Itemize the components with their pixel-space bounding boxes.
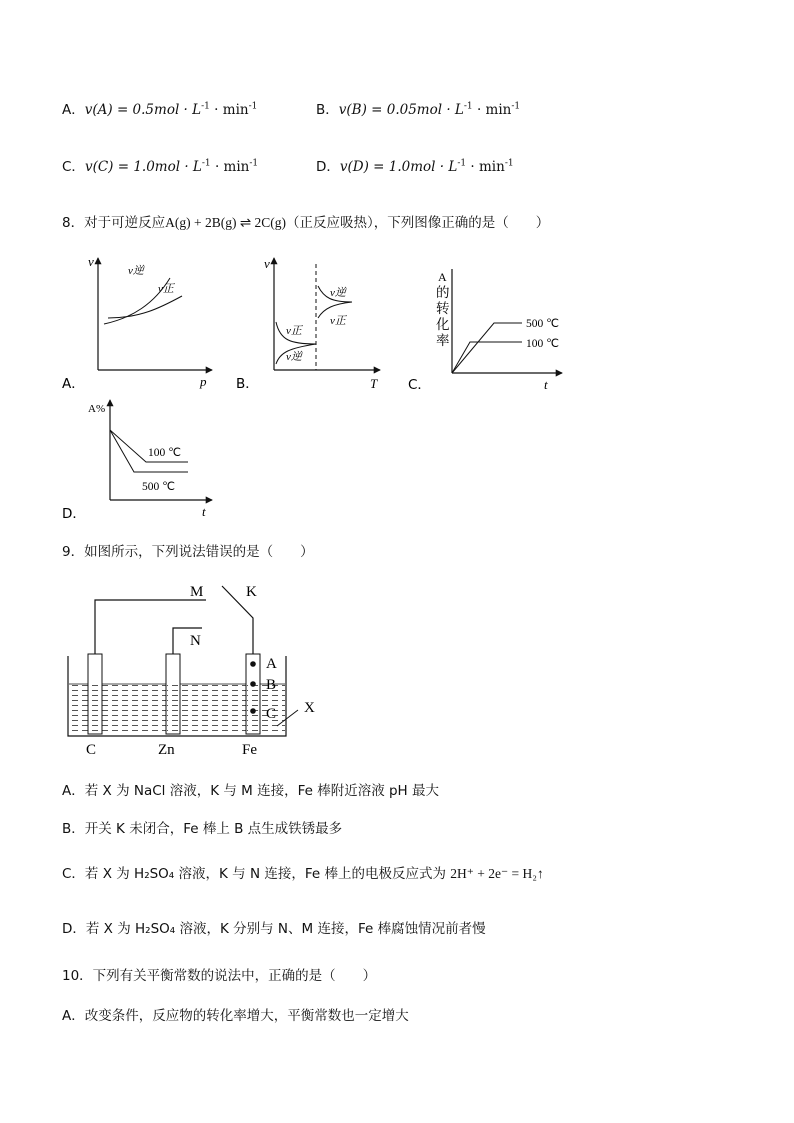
point-a [250, 661, 256, 667]
high-lower-label: v正 [330, 315, 346, 327]
label-n: N [190, 633, 201, 649]
line1-label: 500 ℃ [526, 318, 560, 330]
line1-label: 100 ℃ [148, 447, 182, 459]
graph-a-label: A． [62, 376, 85, 392]
svg-text:A: A [438, 270, 447, 284]
curve1-label: v逆 [128, 265, 144, 277]
line-500C [452, 323, 522, 373]
label-electrode-fe: Fe [242, 742, 257, 758]
low-lower-label: v逆 [286, 351, 302, 363]
x-label: t [202, 504, 206, 519]
label-x: X [304, 700, 315, 716]
point-b [250, 681, 256, 687]
q7-option-c: C．$v(C) = 1.0mol \cdot L^{-1} \cdot \min^{-1}$ [62, 158, 259, 175]
line-100C [452, 342, 522, 373]
label-electrode-c: C [86, 742, 97, 758]
x-label: t [544, 377, 548, 392]
q8-graph-b [236, 252, 386, 394]
line2-label: 500 ℃ [142, 481, 176, 493]
label-a: A [266, 656, 277, 672]
x-label: T [370, 376, 378, 391]
curve-v-forward [108, 296, 182, 318]
q10-option-a: A．改变条件，反应物的转化率增大，平衡常数也一定增大 [62, 1008, 409, 1024]
q9-diagram [62, 578, 332, 760]
q9-stem: 9．如图所示，下列说法错误的是（ ） [62, 544, 314, 560]
point-c [250, 708, 256, 714]
q7-option-d: D．$v(D) = 1.0mol \cdot L^{-1} \cdot \min^{-1}$ [316, 158, 514, 175]
svg-text:转: 转 [436, 301, 450, 317]
label-c-point: C [266, 706, 277, 722]
graph-d-label: D． [62, 506, 86, 522]
label-k: K [246, 584, 257, 600]
q7-option-a: A．$v(A) = 0.5mol \cdot L^{-1} \cdot \min^{-1}$ [62, 101, 258, 118]
q8-graph-a [62, 252, 222, 394]
label-electrode-zn: Zn [158, 742, 175, 758]
label-m: M [190, 584, 204, 600]
y-label: A% [88, 403, 106, 415]
svg-text:化: 化 [436, 317, 450, 333]
q7-option-b: B．$v(B) = 0.05mol \cdot L^{-1} \cdot \min^{-1}$ [316, 101, 521, 118]
q8-stem: 8．对于可逆反应A(g) + 2B(g) ⇌ 2C(g)（正反应吸热），下列图像正确的是（ ） [62, 215, 550, 231]
q9-option-d: D．若 X 为 H₂SO₄ 溶液，K 分别与 N、M 连接，Fe 棒腐蚀情况前者慢 [62, 921, 486, 937]
graph-c-label: C． [408, 377, 431, 393]
y-label: v [88, 254, 94, 269]
line2-label: 100 ℃ [526, 338, 560, 350]
low-upper-label: v正 [286, 325, 302, 337]
q8-graph-d [62, 396, 222, 524]
label-b: B [266, 677, 277, 693]
y-label: v [264, 256, 270, 271]
svg-text:率: 率 [436, 333, 450, 349]
graph-b-label: B． [236, 376, 259, 392]
q8-graph-c [408, 265, 578, 395]
high-upper-label: v逆 [330, 287, 346, 299]
q9-option-c: C．若 X 为 H₂SO₄ 溶液，K 与 N 连接，Fe 棒上的电极反应式为 2H⁺ + 2e⁻ = H₂↑ [62, 866, 544, 882]
q9-option-b: B．开关 K 未闭合，Fe 棒上 B 点生成铁锈最多 [62, 821, 343, 837]
svg-text:的: 的 [436, 285, 450, 301]
x-label: p [200, 374, 207, 389]
q9-option-a: A．若 X 为 NaCl 溶液，K 与 M 连接，Fe 棒附近溶液 pH 最大 [62, 783, 439, 799]
q10-stem: 10．下列有关平衡常数的说法中，正确的是（ ） [62, 968, 377, 984]
curve2-label: v正 [158, 283, 174, 295]
